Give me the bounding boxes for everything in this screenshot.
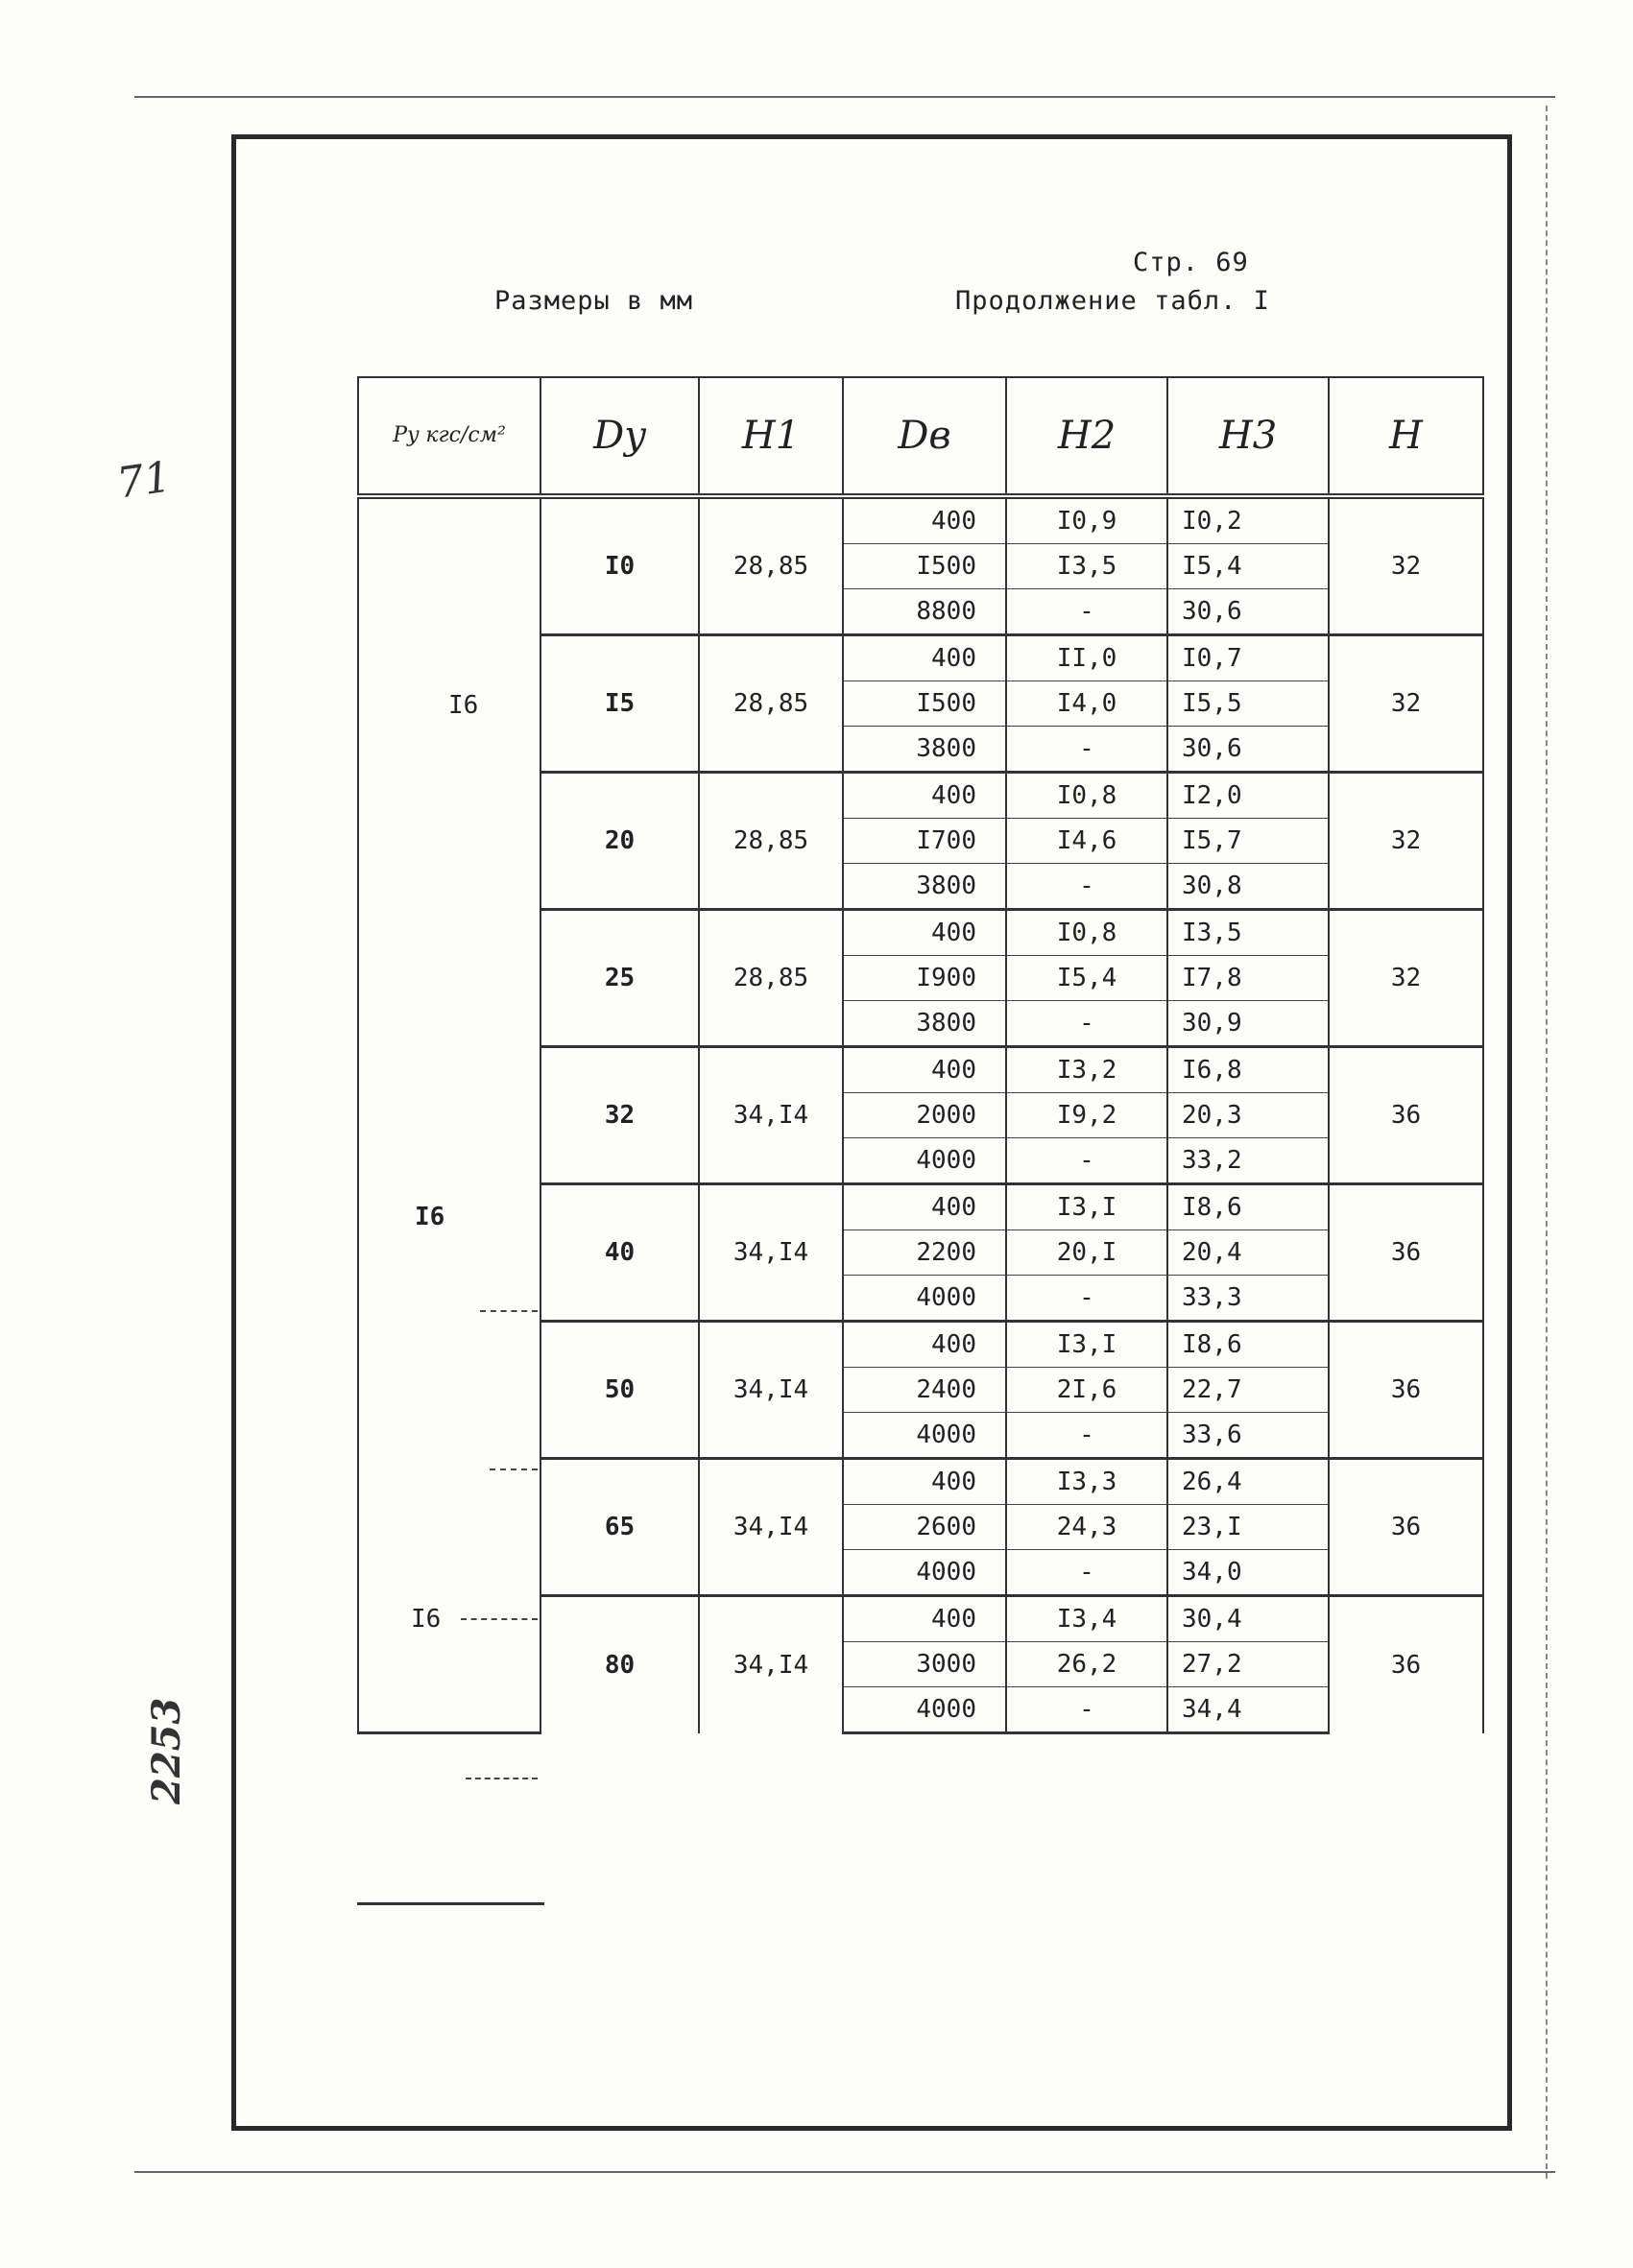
dv-cell: 400	[843, 1596, 1006, 1642]
pressure-cell	[358, 496, 540, 1733]
dash-mark	[480, 1310, 538, 1312]
dy-cell: 80	[540, 1596, 699, 1733]
h2-cell: -	[1006, 589, 1167, 635]
h3-cell: I8,6	[1167, 1184, 1329, 1230]
dash-mark	[461, 1618, 538, 1620]
h3-cell: I8,6	[1167, 1322, 1329, 1368]
h2-cell: -	[1006, 1550, 1167, 1596]
h3-cell: 33,2	[1167, 1138, 1329, 1184]
h2-cell: 20,I	[1006, 1230, 1167, 1276]
dv-cell: 3000	[843, 1642, 1006, 1687]
h2-cell: I3,3	[1006, 1459, 1167, 1505]
h2-cell: 2I,6	[1006, 1368, 1167, 1413]
h3-cell: I6,8	[1167, 1047, 1329, 1093]
page-number: Стр. 69	[1133, 248, 1249, 277]
h2-cell: I0,8	[1006, 910, 1167, 956]
h3-cell: 27,2	[1167, 1642, 1329, 1687]
scan-border-top	[134, 96, 1555, 98]
dv-cell: 4000	[843, 1413, 1006, 1459]
header-dy: Dy	[540, 377, 699, 496]
h1-cell: 34,I4	[699, 1322, 843, 1459]
dv-cell: 400	[843, 496, 1006, 544]
h2-cell: I9,2	[1006, 1093, 1167, 1138]
h2-cell: -	[1006, 1276, 1167, 1322]
h3-cell: 20,3	[1167, 1093, 1329, 1138]
margin-note-top: 71	[113, 452, 175, 509]
h3-cell: 22,7	[1167, 1368, 1329, 1413]
dv-cell: 400	[843, 773, 1006, 819]
h1-cell: 28,85	[699, 910, 843, 1047]
dy-cell: 20	[540, 773, 699, 910]
dv-cell: 4000	[843, 1138, 1006, 1184]
h2-cell: I3,4	[1006, 1596, 1167, 1642]
h-cell: 32	[1329, 773, 1483, 910]
h1-cell: 34,I4	[699, 1596, 843, 1733]
h3-cell: 33,3	[1167, 1276, 1329, 1322]
h3-cell: 30,6	[1167, 727, 1329, 773]
h3-cell: I5,7	[1167, 819, 1329, 864]
h2-cell: I3,5	[1006, 544, 1167, 589]
dv-cell: 400	[843, 1459, 1006, 1505]
h2-cell: -	[1006, 727, 1167, 773]
pressure-label: I6	[415, 1203, 445, 1231]
h2-cell: I4,6	[1006, 819, 1167, 864]
dv-cell: 400	[843, 1322, 1006, 1368]
dv-cell: 400	[843, 1047, 1006, 1093]
dv-cell: 3800	[843, 864, 1006, 910]
h2-cell: 24,3	[1006, 1505, 1167, 1550]
dv-cell: 2000	[843, 1093, 1006, 1138]
dy-cell: I0	[540, 496, 699, 635]
h3-cell: I0,2	[1167, 496, 1329, 544]
dy-cell: I5	[540, 635, 699, 773]
h1-cell: 28,85	[699, 635, 843, 773]
header-py: Py кгс/см²	[358, 377, 540, 496]
h2-cell: -	[1006, 1138, 1167, 1184]
table-row	[358, 496, 1483, 544]
h-cell: 32	[1329, 635, 1483, 773]
dv-cell: 2200	[843, 1230, 1006, 1276]
h2-cell: I0,9	[1006, 496, 1167, 544]
h-cell: 32	[1329, 910, 1483, 1047]
scan-border-right	[1546, 106, 1548, 2179]
h3-cell: I5,4	[1167, 544, 1329, 589]
dv-cell: 3800	[843, 727, 1006, 773]
dv-cell: I700	[843, 819, 1006, 864]
dv-cell: 400	[843, 910, 1006, 956]
h2-cell: -	[1006, 1001, 1167, 1047]
h1-cell: 34,I4	[699, 1184, 843, 1322]
h3-cell: 34,0	[1167, 1550, 1329, 1596]
h2-cell: I3,I	[1006, 1322, 1167, 1368]
scan-border-bottom	[134, 2171, 1555, 2173]
dv-cell: I500	[843, 681, 1006, 727]
h3-cell: 23,I	[1167, 1505, 1329, 1550]
dv-cell: I500	[843, 544, 1006, 589]
dy-cell: 50	[540, 1322, 699, 1459]
h2-cell: I5,4	[1006, 956, 1167, 1001]
h3-cell: I0,7	[1167, 635, 1329, 681]
dv-cell: 8800	[843, 589, 1006, 635]
h-cell: 32	[1329, 496, 1483, 635]
h2-cell: I0,8	[1006, 773, 1167, 819]
dv-cell: 2400	[843, 1368, 1006, 1413]
dy-cell: 65	[540, 1459, 699, 1596]
h-cell: 36	[1329, 1184, 1483, 1322]
h2-cell: I3,2	[1006, 1047, 1167, 1093]
h3-cell: 33,6	[1167, 1413, 1329, 1459]
dy-cell: 40	[540, 1184, 699, 1322]
margin-note-bottom: 2253	[144, 1697, 189, 1804]
header-h: H	[1329, 377, 1483, 496]
h2-cell: -	[1006, 1413, 1167, 1459]
h3-cell: 30,4	[1167, 1596, 1329, 1642]
h2-cell: -	[1006, 864, 1167, 910]
h3-cell: 34,4	[1167, 1687, 1329, 1733]
dimensions-table	[357, 376, 1484, 1734]
dv-cell: 4000	[843, 1687, 1006, 1733]
table-header-row	[358, 377, 1483, 496]
header-h3: H3	[1167, 377, 1329, 496]
h3-cell: I3,5	[1167, 910, 1329, 956]
h3-cell: I7,8	[1167, 956, 1329, 1001]
header-dv: Dв	[843, 377, 1006, 496]
h1-cell: 28,85	[699, 773, 843, 910]
h-cell: 36	[1329, 1047, 1483, 1184]
dv-cell: 2600	[843, 1505, 1006, 1550]
dv-cell: I900	[843, 956, 1006, 1001]
dash-mark	[466, 1778, 538, 1779]
h2-cell: -	[1006, 1687, 1167, 1733]
h1-cell: 34,I4	[699, 1047, 843, 1184]
h3-cell: 30,8	[1167, 864, 1329, 910]
units-note: Размеры в мм	[494, 286, 694, 316]
dv-cell: 4000	[843, 1276, 1006, 1322]
h3-cell: 20,4	[1167, 1230, 1329, 1276]
h2-cell: I3,I	[1006, 1184, 1167, 1230]
h3-cell: 30,9	[1167, 1001, 1329, 1047]
dv-cell: 400	[843, 635, 1006, 681]
h2-cell: II,0	[1006, 635, 1167, 681]
dy-cell: 32	[540, 1047, 699, 1184]
dash-mark	[490, 1468, 538, 1470]
h3-cell: 30,6	[1167, 589, 1329, 635]
h3-cell: 26,4	[1167, 1459, 1329, 1505]
h-cell: 36	[1329, 1322, 1483, 1459]
h3-cell: I2,0	[1167, 773, 1329, 819]
h2-cell: I4,0	[1006, 681, 1167, 727]
dv-cell: 400	[843, 1184, 1006, 1230]
table-continuation-title: Продолжение табл. I	[955, 286, 1270, 316]
dv-cell: 4000	[843, 1550, 1006, 1596]
pressure-label: I6	[448, 691, 479, 720]
pressure-label: I6	[411, 1605, 442, 1634]
h1-cell: 28,85	[699, 496, 843, 635]
header-h2: H2	[1006, 377, 1167, 496]
h2-cell: 26,2	[1006, 1642, 1167, 1687]
h-cell: 36	[1329, 1459, 1483, 1596]
h-cell: 36	[1329, 1596, 1483, 1733]
h3-cell: I5,5	[1167, 681, 1329, 727]
table-bottom-rule	[357, 1902, 544, 1905]
dy-cell: 25	[540, 910, 699, 1047]
header-h1: H1	[699, 377, 843, 496]
h1-cell: 34,I4	[699, 1459, 843, 1596]
dv-cell: 3800	[843, 1001, 1006, 1047]
